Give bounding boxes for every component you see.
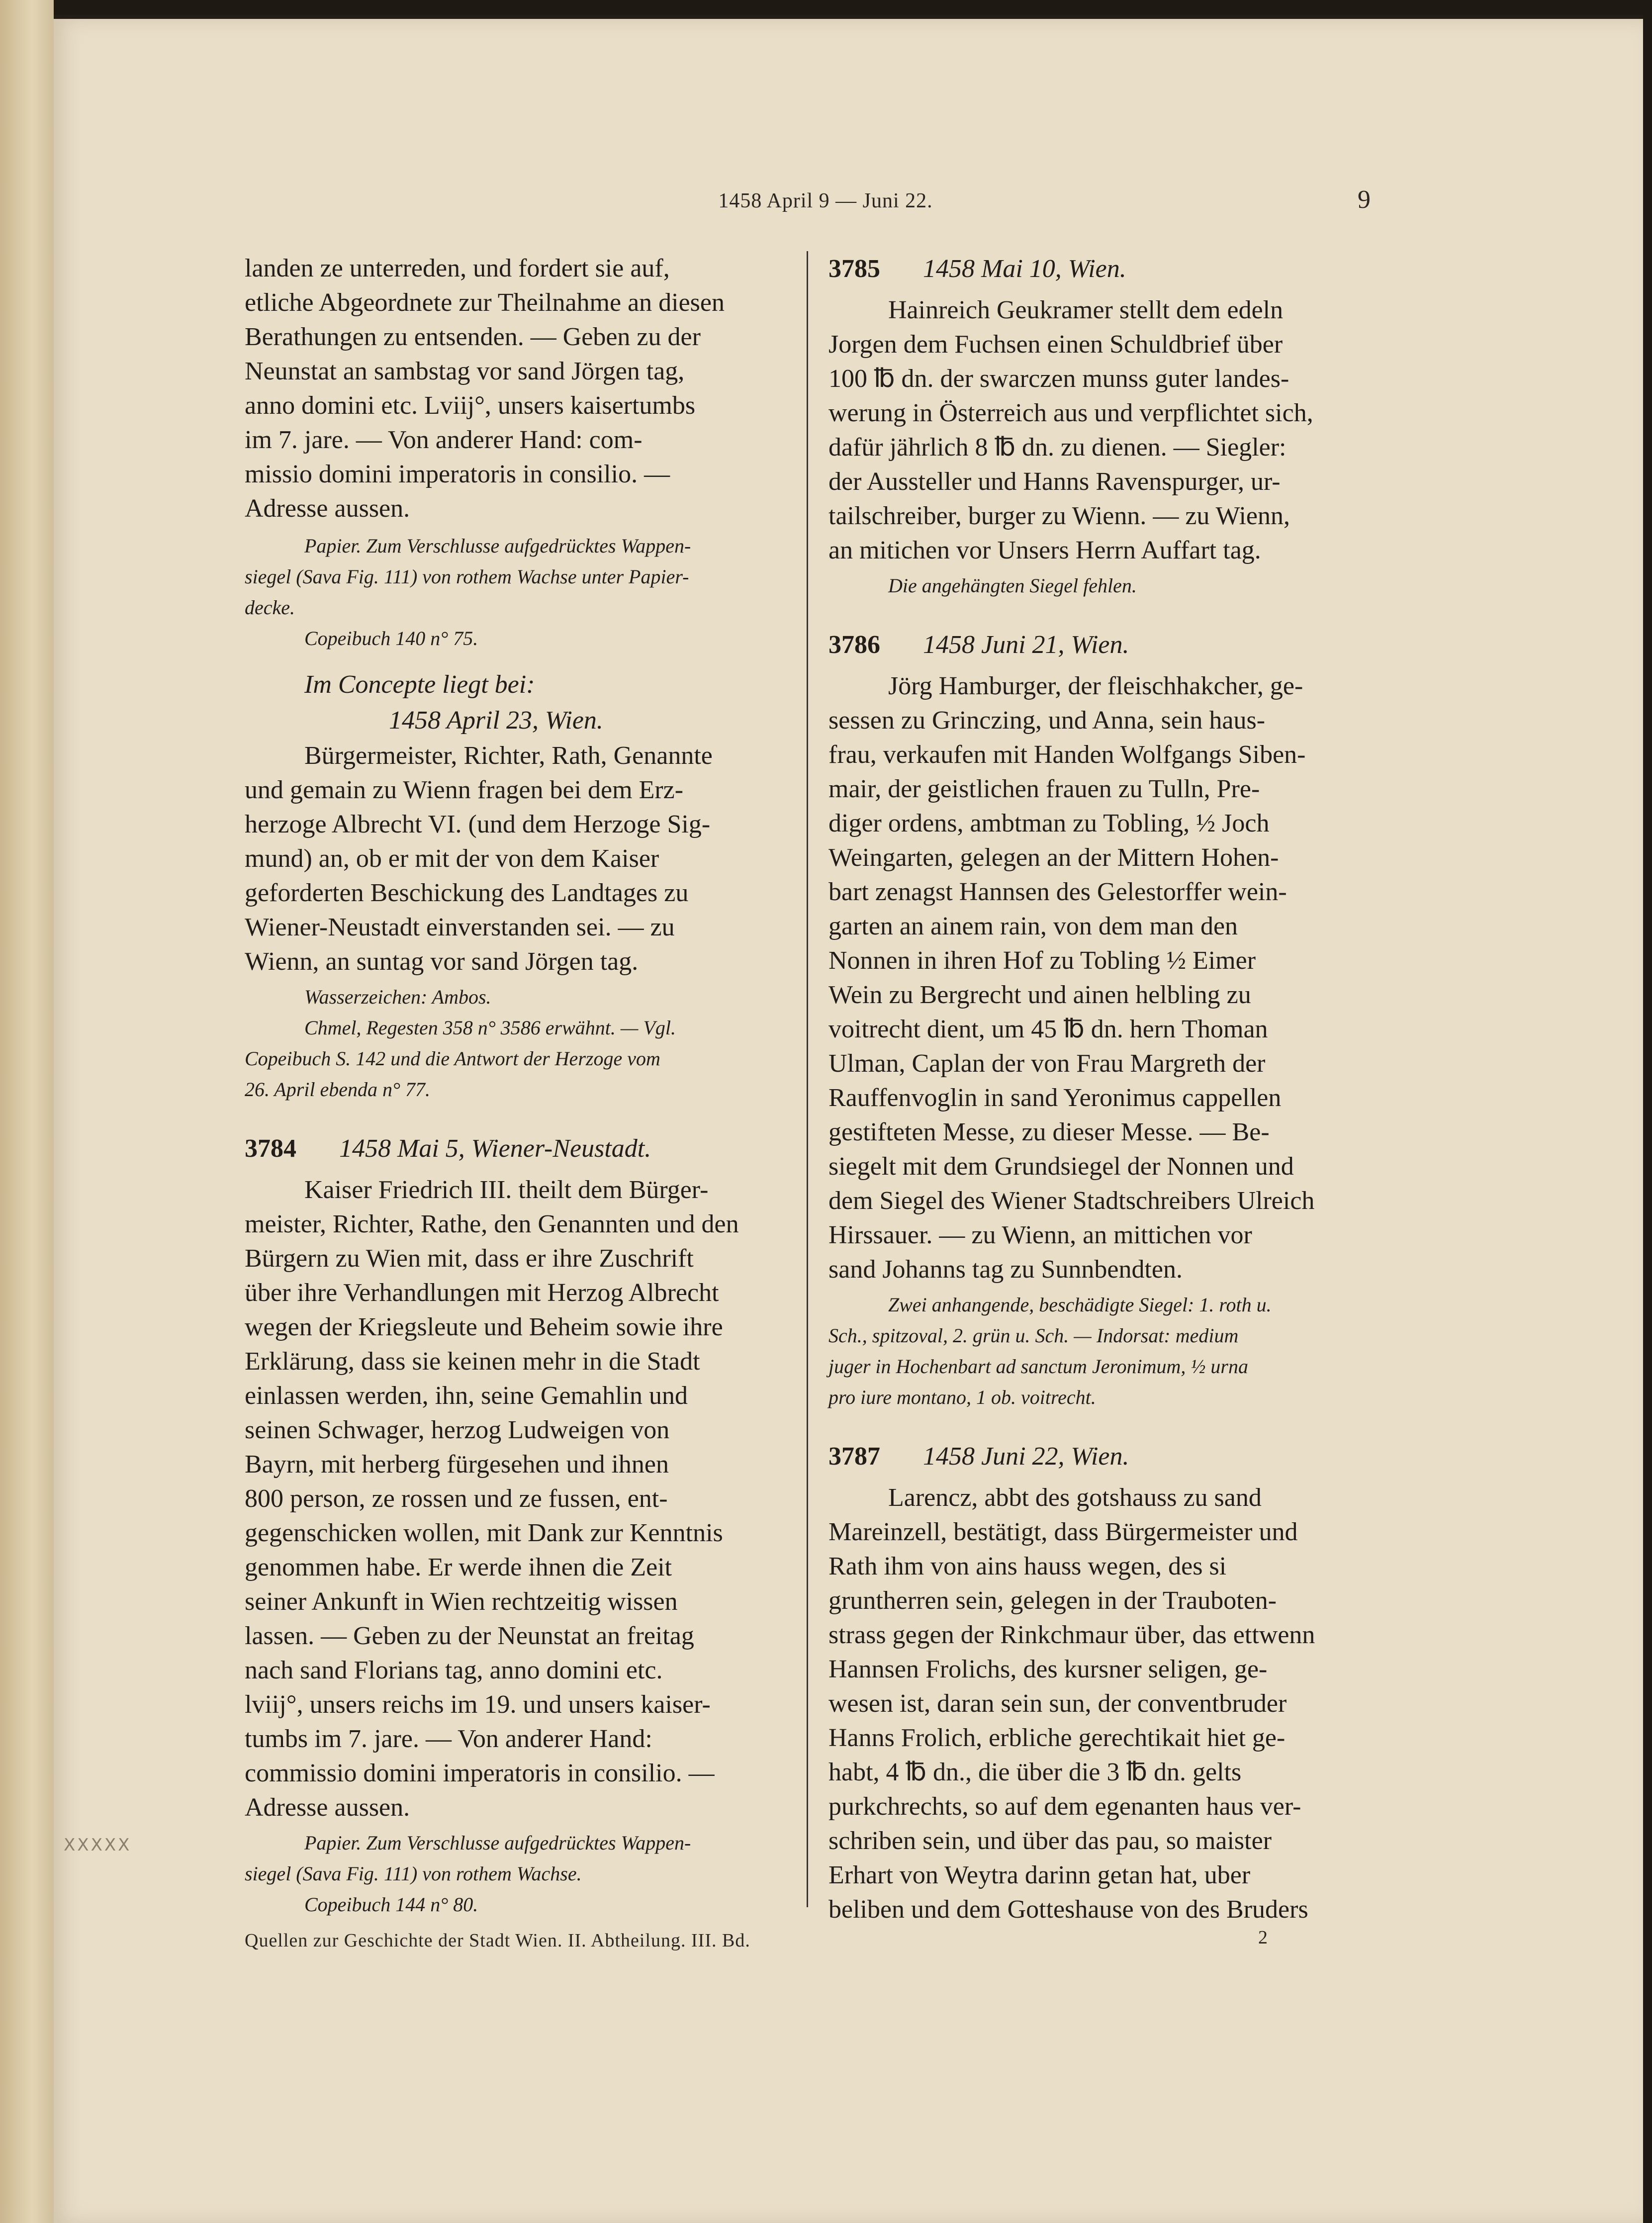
note-line: juger in Hochenbart ad sanctum Jeronimum, ½ urna — [828, 1355, 1248, 1378]
text-line: Adresse aussen. — [245, 1793, 410, 1822]
text-line: sessen zu Grinczing, und Anna, sein haus- — [828, 706, 1266, 735]
text-line: gegenschicken wollen, mit Dank zur Kenntnis — [245, 1519, 723, 1547]
text-line: habt, 4 ℔ dn., die über die 3 ℔ dn. gelts — [828, 1758, 1242, 1786]
entry-number: 3784 — [245, 1134, 296, 1163]
entry-heading — [828, 627, 1385, 663]
text-line: missio domini imperatoris in consilio. — — [245, 460, 670, 488]
text-line: Mareinzell, bestätigt, dass Bürgermeister und — [828, 1518, 1298, 1546]
entry-3786 — [828, 627, 1385, 1413]
text-line: lviij°, unsers reichs im 19. und unsers kaiser- — [245, 1690, 711, 1719]
text-line: und gemain zu Wienn fragen bei dem Erz- — [245, 776, 684, 804]
text-line: Jorgen dem Fuchsen einen Schuldbrief über — [828, 330, 1283, 359]
note-line: Papier. Zum Verschlusse aufgedrücktes Wappen- — [304, 1832, 691, 1854]
text-line: genommen habe. Er werde ihnen die Zeit — [245, 1553, 672, 1581]
text-line: mund) an, ob er mit der von dem Kaiser — [245, 844, 659, 873]
text-line: frau, verkaufen mit Handen Wolfgangs Siben- — [828, 741, 1306, 769]
text-line: Bürgermeister, Richter, Rath, Genannte — [304, 741, 713, 770]
text-line: Hainreich Geukramer stellt dem edeln — [888, 296, 1284, 324]
text-line: Bürgern zu Wien mit, dass er ihre Zuschrift — [245, 1244, 694, 1273]
book-spine — [0, 0, 54, 2223]
text-line: Ulman, Caplan der von Frau Margreth der — [828, 1049, 1266, 1078]
note-line: decke. — [245, 596, 295, 619]
text-line: geforderten Beschickung des Landtages zu — [245, 879, 689, 907]
text-line: diger ordens, ambtman zu Tobling, ½ Joch — [828, 809, 1270, 837]
entry-3787 — [828, 1439, 1385, 1927]
concept-heading: Im Concepte liegt bei: — [304, 670, 535, 699]
text-line: wegen der Kriegsleute und Beheim sowie ihre — [245, 1313, 723, 1341]
note-line: Die angehängten Siegel fehlen. — [888, 574, 1137, 597]
entry-date: 1458 Mai 10, Wien. — [923, 255, 1126, 283]
text-line: Bayrn, mit herberg fürgesehen und ihnen — [245, 1450, 669, 1479]
text-line: anno domini etc. Lviij°, unsers kaisertumbs — [245, 391, 696, 420]
note-line: Chmel, Regesten 358 n° 3586 erwähnt. — Vgl. — [304, 1017, 676, 1039]
text-line: seinen Schwager, herzog Ludweigen von — [245, 1416, 670, 1444]
text-line: Berathungen zu entsenden. — Geben zu der — [245, 323, 701, 351]
text-line: Neunstat an sambstag vor sand Jörgen tag, — [245, 357, 685, 385]
text-line: Wienn, an suntag vor sand Jörgen tag. — [245, 947, 639, 976]
text-line: nach sand Florians tag, anno domini etc. — [245, 1656, 663, 1684]
text-line: an mitichen vor Unsers Herrn Auffart tag. — [828, 536, 1261, 564]
text-line: Hanns Frolich, erbliche gerechtikait hiet ge- — [828, 1724, 1285, 1752]
text-line: Hannsen Frolichs, des kursner seligen, ge- — [828, 1655, 1268, 1683]
text-line: Wiener-Neustadt einverstanden sei. — zu — [245, 913, 675, 941]
text-line: strass gegen der Rinkchmaur über, das ettwenn — [828, 1621, 1315, 1649]
entry-number: 3785 — [828, 255, 880, 283]
entry-date: 1458 Mai 5, Wiener-Neustadt. — [339, 1134, 651, 1163]
entry-date: 1458 Juni 22, Wien. — [923, 1442, 1129, 1471]
continued-entry-notes — [245, 531, 802, 654]
entry-heading — [828, 251, 1385, 287]
text-line: Larencz, abbt des gotshauss zu sand — [888, 1483, 1262, 1512]
note-line: siegel (Sava Fig. 111) von rothem Wachse. — [245, 1862, 582, 1885]
text-line: wesen ist, daran sein sun, der conventbruder — [828, 1689, 1287, 1718]
text-line: garten an ainem rain, von dem man den — [828, 912, 1238, 940]
entry-heading — [245, 1131, 802, 1167]
entry-number: 3786 — [828, 631, 880, 659]
text-line: 100 ℔ dn. der swarczen munss guter landes- — [828, 365, 1289, 393]
text-line: bart zenagst Hannsen des Gelestorffer wein- — [828, 878, 1287, 906]
entry-date: 1458 Juni 21, Wien. — [923, 631, 1129, 659]
text-line: 800 person, ze rossen und ze fussen, ent- — [245, 1484, 668, 1513]
copeibuch-reference: Copeibuch 144 n° 80. — [304, 1893, 478, 1916]
text-line: Jörg Hamburger, der fleischhakcher, ge- — [888, 672, 1303, 700]
text-line: meister, Richter, Rathe, den Genannten und den — [245, 1210, 739, 1238]
copeibuch-reference: Copeibuch 140 n° 75. — [304, 627, 478, 649]
running-title: 1458 April 9 — Juni 22. — [718, 189, 933, 212]
entry-heading — [828, 1439, 1385, 1475]
entry-3784 — [245, 1131, 802, 1920]
text-line: voitrecht dient, um 45 ℔ dn. hern Thoman — [828, 1015, 1268, 1043]
text-line: gestifteten Messe, zu dieser Messe. — Be- — [828, 1118, 1270, 1146]
text-line: beliben und dem Gotteshause von des Bruders — [828, 1895, 1308, 1924]
scan-border-top — [0, 0, 1652, 15]
text-line: im 7. jare. — Von anderer Hand: com- — [245, 426, 642, 454]
continued-entry-text — [245, 251, 802, 526]
text-line: Hirssauer. — zu Wienn, an mittichen vor — [828, 1221, 1252, 1249]
text-line: sand Johanns tag zu Sunnbendten. — [828, 1255, 1183, 1284]
left-column — [245, 251, 802, 1920]
note-line: Copeibuch S. 142 und die Antwort der Herzoge vom — [245, 1047, 660, 1070]
text-line: der Aussteller und Hanns Ravenspurger, ur- — [828, 467, 1281, 496]
text-line: Rath ihm von ains hauss wegen, des si — [828, 1552, 1227, 1580]
note-line: Sch., spitzoval, 2. grün u. Sch. — Indorsat: medium — [828, 1324, 1239, 1347]
text-line: tailschreiber, burger zu Wienn. — zu Wienn, — [828, 502, 1290, 530]
scan-border-right — [1643, 0, 1652, 2223]
page-footer: Quellen zur Geschichte der Stadt Wien. II. Abtheilung. III. Bd. — [245, 1930, 750, 1951]
note-line: Wasserzeichen: Ambos. — [304, 986, 491, 1008]
text-line: Adresse aussen. — [245, 494, 410, 523]
text-line: einlassen werden, ihn, seine Gemahlin und — [245, 1382, 688, 1410]
text-line: mair, der geistlichen frauen zu Tulln, Pre- — [828, 775, 1260, 803]
text-line: tumbs im 7. jare. — Von anderer Hand: — [245, 1725, 652, 1753]
text-line: Rauffenvoglin in sand Yeronimus cappellen — [828, 1084, 1282, 1112]
text-line: Erklärung, dass sie keinen mehr in die Stadt — [245, 1347, 700, 1376]
text-line: schriben sein, und über das pau, so maister — [828, 1827, 1272, 1855]
note-line: Zwei anhangende, beschädigte Siegel: 1. roth u. — [888, 1294, 1272, 1316]
text-line: Kaiser Friedrich III. theilt dem Bürger- — [304, 1176, 709, 1204]
signature-mark: 2 — [1258, 1927, 1268, 1948]
text-line: dem Siegel des Wiener Stadtschreibers Ulreich — [828, 1187, 1315, 1215]
margin-pencil-mark: XXXXX — [64, 1835, 132, 1855]
text-line: etliche Abgeordnete zur Theilnahme an diesen — [245, 288, 725, 317]
entry-3785 — [828, 251, 1385, 601]
concept-date: 1458 April 23, Wien. — [389, 706, 603, 735]
text-line: dafür jährlich 8 ℔ dn. zu dienen. — Siegler: — [828, 433, 1286, 462]
note-line: siegel (Sava Fig. 111) von rothem Wachse unter Papier- — [245, 565, 689, 588]
text-line: gruntherren sein, gelegen in der Trauboten- — [828, 1586, 1277, 1615]
text-line: purkchrechts, so auf dem egenanten haus ver- — [828, 1792, 1301, 1821]
text-line: werung in Österreich aus und verpflichtet sich, — [828, 399, 1313, 427]
note-line: Papier. Zum Verschlusse aufgedrücktes Wappen- — [304, 535, 691, 557]
concept-section — [245, 667, 802, 1105]
text-line: herzoge Albrecht VI. (und dem Herzoge Sig- — [245, 810, 711, 838]
text-line: lassen. — Geben zu der Neunstat an freitag — [245, 1622, 694, 1650]
text-line: über ihre Verhandlungen mit Herzog Albrecht — [245, 1279, 719, 1307]
text-line: siegelt mit dem Grundsiegel der Nonnen und — [828, 1152, 1294, 1181]
entry-number: 3787 — [828, 1442, 880, 1471]
text-line: Weingarten, gelegen an der Mittern Hohen- — [828, 843, 1279, 872]
text-line: Wein zu Bergrecht und ainen helbling zu — [828, 981, 1251, 1009]
text-line: commissio domini imperatoris in consilio. — — [245, 1759, 715, 1787]
page-number: 9 — [1358, 185, 1371, 214]
text-line: seiner Ankunft in Wien rechtzeitig wissen — [245, 1587, 678, 1616]
column-divider — [807, 251, 808, 1907]
text-line: Erhart von Weytra darinn getan hat, uber — [828, 1861, 1251, 1889]
text-line: landen ze unterreden, und fordert sie auf, — [245, 254, 670, 282]
note-line: 26. April ebenda n° 77. — [245, 1078, 431, 1101]
right-column — [828, 251, 1385, 1927]
note-line: pro iure montano, 1 ob. voitrecht. — [828, 1386, 1096, 1408]
text-line: Nonnen in ihren Hof zu Tobling ½ Eimer — [828, 946, 1256, 975]
